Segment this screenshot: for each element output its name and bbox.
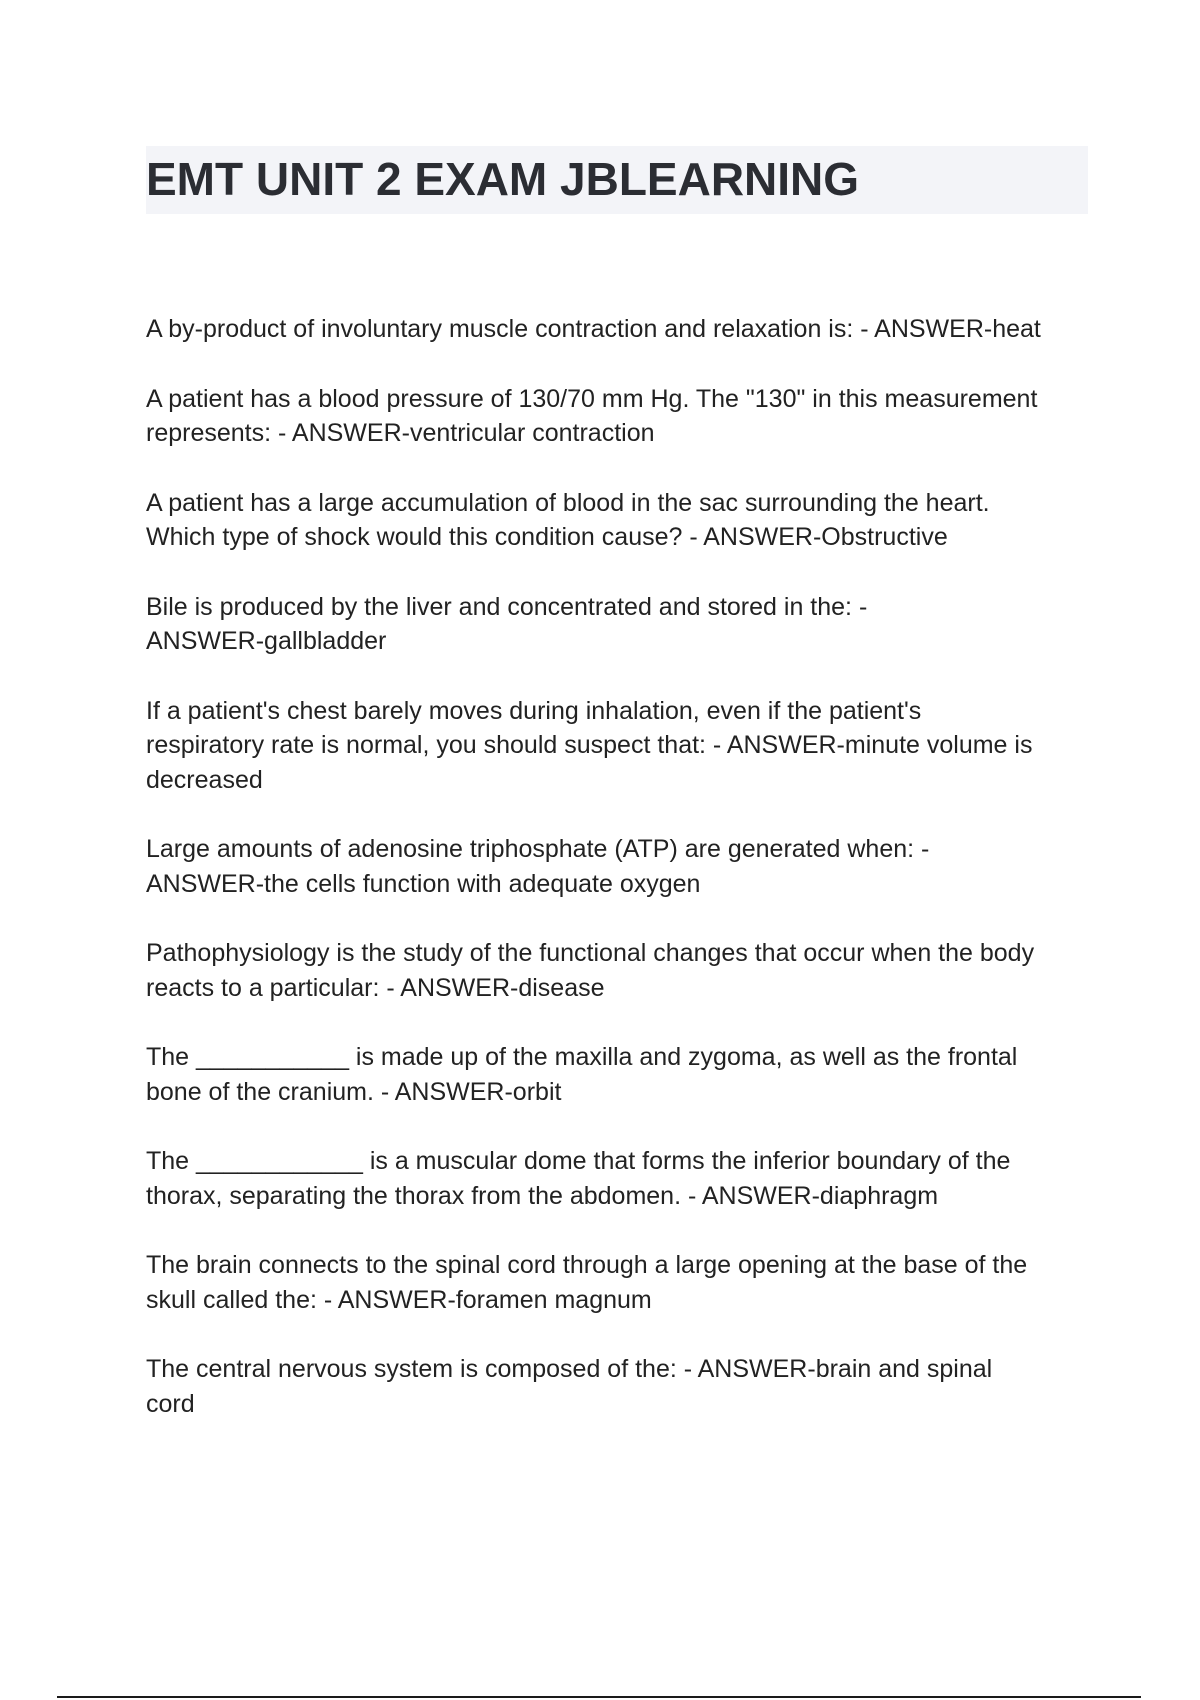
qa-item-4: Bile is produced by the liver and concentrated and stored in the: - ANSWER-gallbladder (146, 592, 868, 655)
qa-item-1: A by-product of involuntary muscle contraction and relaxation is: - ANSWER-heat (146, 315, 1041, 343)
qa-item-5: If a patient's chest barely moves during inhalation, even if the patient's respiratory rate is normal, you should suspect that: - ANSWER-minute volume is decreased (146, 696, 1033, 794)
qa-item-3: A patient has a large accumulation of blood in the sac surrounding the heart. Which type of shock would this condition cause? - ANSWER-Obstructive (146, 488, 990, 551)
question-answer-list (146, 312, 1096, 1456)
qa-item-8: The ___________ is made up of the maxilla and zygoma, as well as the frontal bone of the cranium. - ANSWER-orbit (146, 1043, 1018, 1106)
qa-item-7: Pathophysiology is the study of the functional changes that occur when the body reacts to a particular: - ANSWER-disease (146, 939, 1035, 1002)
footer-divider (57, 1696, 1141, 1698)
qa-item-6: Large amounts of adenosine triphosphate (ATP) are generated when: - ANSWER-the cells function with adequate oxygen (146, 835, 930, 898)
page-title: EMT UNIT 2 EXAM JBLEARNING (146, 153, 860, 205)
qa-item-11: The central nervous system is composed of the: - ANSWER-brain and spinal cord (146, 1355, 993, 1418)
title-banner (146, 146, 1088, 214)
qa-item-9: The ____________ is a muscular dome that forms the inferior boundary of the thorax, separating the thorax from the abdomen. - ANSWER-diaphragm (146, 1147, 1011, 1210)
qa-item-10: The brain connects to the spinal cord through a large opening at the base of the skull called the: - ANSWER-foramen magnum (146, 1251, 1028, 1314)
qa-item-2: A patient has a blood pressure of 130/70 mm Hg. The "130" in this measurement represents: - ANSWER-ventricular contraction (146, 384, 1038, 447)
